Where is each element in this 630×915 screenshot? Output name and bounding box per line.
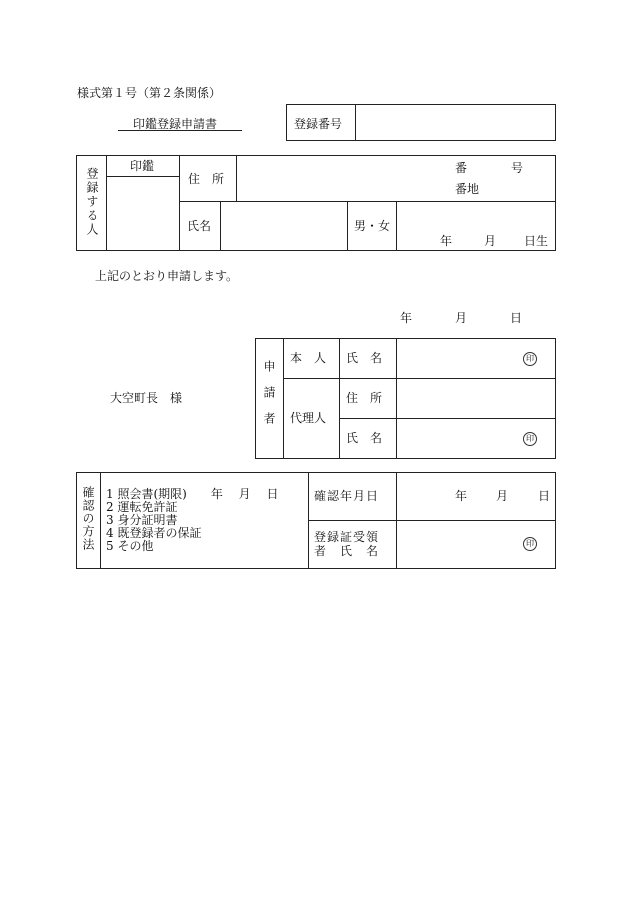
receiver-label: 登録証受領 <box>314 530 380 544</box>
address-label: 住 所 <box>188 172 225 186</box>
birth-day-label: 日生 <box>524 234 549 248</box>
date-year-label: 年 <box>400 311 413 325</box>
seal-label: 印鑑 <box>130 159 155 173</box>
divider <box>179 201 556 202</box>
proxy-name-label: 氏 名 <box>346 431 383 445</box>
birth-month-label: 月 <box>484 234 497 248</box>
confirm-year-label: 年 <box>455 489 468 503</box>
divider <box>308 520 556 521</box>
divider <box>339 418 556 419</box>
seal-stamp-icon: 印 <box>523 432 537 446</box>
banchi-label: 番地 <box>455 182 480 196</box>
verification-vertical-label: 確認の方法 <box>81 486 95 551</box>
divider <box>106 155 107 251</box>
self-name-field[interactable] <box>398 340 518 376</box>
sex-selector[interactable]: 男・女 <box>354 219 391 233</box>
divider <box>106 176 179 177</box>
date-day-label: 日 <box>510 311 523 325</box>
method-item: 2 運転免許証 <box>106 500 178 514</box>
seal-stamp-icon: 印 <box>523 537 537 551</box>
birth-year-label: 年 <box>440 234 453 248</box>
divider <box>236 155 237 201</box>
divider <box>283 378 556 379</box>
proxy-label: 代理人 <box>290 411 327 425</box>
method-item: 1 照会書(期限) 年 月 日 <box>106 487 279 501</box>
title-underline <box>118 130 242 131</box>
form-number-label: 様式第１号（第２条関係） <box>77 86 222 100</box>
addressee: 大空町長 様 <box>110 391 183 405</box>
confirm-date-label: 確認年月日 <box>314 489 380 503</box>
registration-number-label: 登録番号 <box>294 117 343 131</box>
confirm-month-label: 月 <box>496 489 509 503</box>
self-name-label: 氏 名 <box>346 351 383 365</box>
proxy-address-field[interactable] <box>398 380 554 416</box>
confirm-day-label: 日 <box>538 489 551 503</box>
divider <box>396 338 397 459</box>
divider <box>179 155 180 251</box>
method-item: 4 既登録者の保証 <box>106 526 202 540</box>
method-item: 3 身分証明書 <box>106 513 178 527</box>
divider <box>355 104 356 141</box>
registrant-address-field[interactable] <box>238 157 438 200</box>
divider <box>220 201 221 251</box>
seal-impression-area[interactable] <box>108 178 178 250</box>
divider <box>347 201 348 251</box>
registration-number-field[interactable] <box>357 106 553 139</box>
name-label: 氏名 <box>187 219 212 233</box>
date-month-label: 月 <box>455 311 468 325</box>
method-item: 5 その他 <box>106 539 154 553</box>
ban-label: 番 <box>455 161 468 175</box>
proxy-name-field[interactable] <box>398 420 518 457</box>
divider <box>100 472 101 569</box>
divider <box>396 201 397 251</box>
applicant-vertical-label: 申請者 <box>262 360 276 438</box>
divider <box>283 338 284 459</box>
go-label: 号 <box>511 161 524 175</box>
proxy-address-label: 住 所 <box>346 391 383 405</box>
form-title: 印鑑登録申請書 <box>133 117 218 131</box>
seal-stamp-icon: 印 <box>523 352 537 366</box>
divider <box>339 338 340 459</box>
receiver-label: 者 氏 名 <box>314 544 380 558</box>
self-label: 本 人 <box>290 351 327 365</box>
registrant-name-field[interactable] <box>222 203 345 249</box>
application-statement: 上記のとおり申請します。 <box>95 269 239 283</box>
receiver-name-field[interactable] <box>398 522 518 567</box>
registrant-vertical-label: 登録する人 <box>85 167 99 237</box>
